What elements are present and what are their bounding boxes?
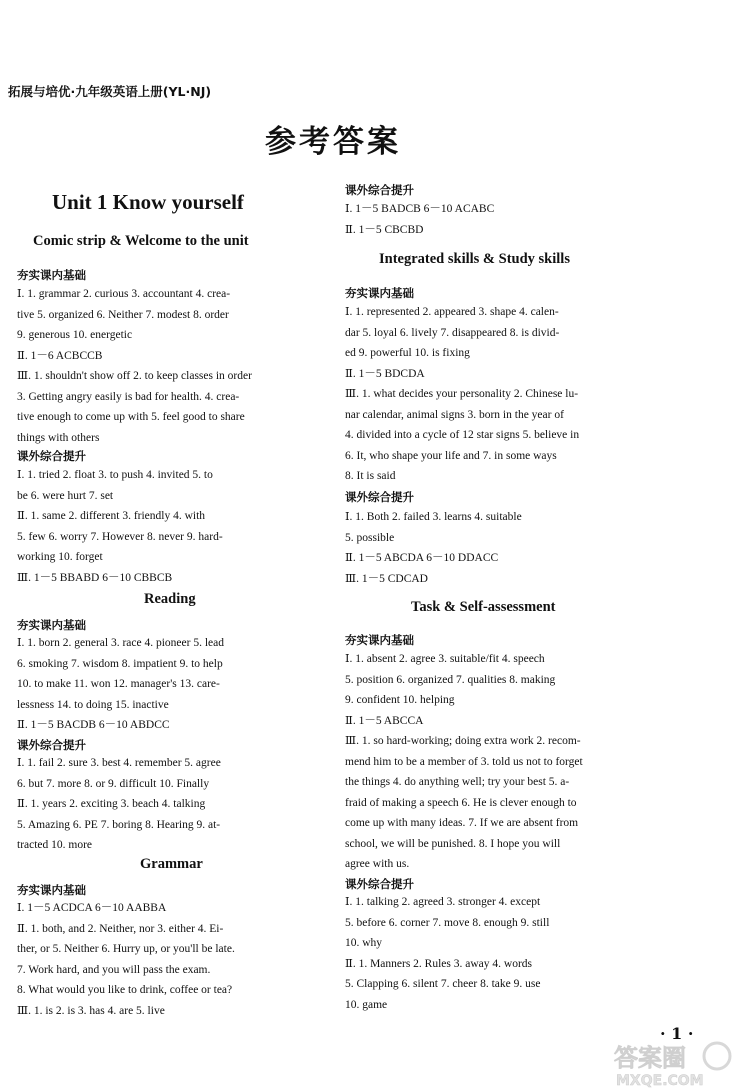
answer-line: the things 4. do anything well; try your best 5. a- <box>345 776 570 788</box>
section-title: Comic strip & Welcome to the unit <box>33 233 249 249</box>
section-title: Integrated skills & Study skills <box>379 251 570 267</box>
answer-line: 5. before 6. corner 7. move 8. enough 9. still <box>345 916 550 929</box>
subsection-label: 课外综合提升 <box>345 183 414 197</box>
watermark-en: MXQE.COM <box>616 1073 704 1088</box>
answer-line: 6. smoking 7. wisdom 8. impatient 9. to help <box>17 657 223 670</box>
page-title: 参考答案 <box>265 124 401 160</box>
watermark-logo <box>612 1040 742 1088</box>
answer-line: 3. Getting angry easily is bad for health. 4. crea- <box>17 390 240 403</box>
answer-line: 6. but 7. more 8. or 9. difficult 10. Finally <box>17 777 210 790</box>
subsection-label: 课外综合提升 <box>345 877 414 891</box>
watermark-cn: 答案圈 <box>614 1044 686 1072</box>
answer-line: Ⅰ. 1. talking 2. agreed 3. stronger 4. except <box>345 896 541 908</box>
answer-line: Ⅱ. 1－5 ABCCA <box>345 714 424 727</box>
answer-line: tive enough to come up with 5. feel good to share <box>17 411 245 423</box>
answer-line: nar calendar, animal signs 3. born in the year of <box>345 408 564 421</box>
subsection-label: 夯实课内基础 <box>345 633 414 647</box>
answer-line: agree with us. <box>345 858 410 870</box>
answer-block <box>17 284 252 448</box>
answer-line: 10. why <box>345 937 383 949</box>
subsection-label: 课外综合提升 <box>17 449 86 463</box>
answer-line: Ⅰ. 1. fail 2. sure 3. best 4. remember 5. agree <box>17 757 221 769</box>
answer-line: Ⅱ. 1. both, and 2. Neither, nor 3. either 4. Ei- <box>17 922 224 935</box>
answer-line: 5. few 6. worry 7. However 8. never 9. hard- <box>17 530 223 543</box>
answer-line: 5. position 6. organized 7. qualities 8. making <box>345 673 556 686</box>
page-number: · 1 · <box>660 1024 694 1043</box>
answer-line: Ⅱ. 1－5 BDCDA <box>345 367 425 380</box>
answer-block <box>17 753 221 856</box>
answer-line: Ⅰ. 1. born 2. general 3. race 4. pioneer 5. lead <box>17 637 224 649</box>
answer-line: tracted 10. more <box>17 839 93 851</box>
answer-line: 9. generous 10. energetic <box>17 329 133 341</box>
watermark-circle-icon <box>704 1043 730 1069</box>
answer-line: Ⅱ. 1－6 ACBCCB <box>17 349 103 362</box>
answer-line: Ⅰ. 1. Both 2. failed 3. learns 4. suitable <box>345 511 522 523</box>
running-header: 拓展与培优·九年级英语上册(YL·NJ) <box>8 84 212 99</box>
answer-line: 6. It, who shape your life and 7. in some ways <box>345 449 557 462</box>
answer-line: dar 5. loyal 6. lively 7. disappeared 8. is divid- <box>345 326 560 339</box>
answer-block <box>17 898 235 1021</box>
answer-block <box>17 465 223 588</box>
answer-line: Ⅱ. 1. Manners 2. Rules 3. away 4. words <box>345 957 532 970</box>
answer-line: school, we will be punished. 8. I hope you will <box>345 837 561 850</box>
answer-line: Ⅰ. 1. grammar 2. curious 3. accountant 4. crea- <box>17 288 231 300</box>
subsection-label: 课外综合提升 <box>17 738 86 752</box>
answer-line: Ⅱ. 1－5 ABCDA 6－10 DDACC <box>345 552 499 564</box>
answer-line: 10. game <box>345 998 388 1011</box>
answer-line: Ⅲ. 1－5 CDCAD <box>345 572 428 585</box>
answer-line: fraid of making a speech 6. He is clever enough to <box>345 796 577 809</box>
answer-line: 5. Clapping 6. silent 7. cheer 8. take 9. use <box>345 978 541 990</box>
answer-line: Ⅱ. 1. years 2. exciting 3. beach 4. talking <box>17 798 206 810</box>
answer-line: 5. possible <box>345 531 395 544</box>
unit-title: Unit 1 Know yourself <box>52 190 244 214</box>
answer-line: 9. confident 10. helping <box>345 694 455 706</box>
answer-line: 5. Amazing 6. PE 7. boring 8. Hearing 9. at- <box>17 818 221 831</box>
answer-line: Ⅱ. 1－5 BACDB 6－10 ABDCC <box>17 719 170 731</box>
answer-block <box>345 649 583 875</box>
answer-line: 4. divided into a cycle of 12 star signs 5. believe in <box>345 429 580 441</box>
answer-block <box>345 302 579 487</box>
answer-line: be 6. were hurt 7. set <box>17 489 114 502</box>
subsection-label: 夯实课内基础 <box>17 618 86 632</box>
answer-line: working 10. forget <box>17 551 103 563</box>
subsection-label: 夯实课内基础 <box>17 268 86 282</box>
answer-line: Ⅱ. 1－5 CBCBD <box>345 223 424 236</box>
answer-line: Ⅰ. 1. represented 2. appeared 3. shape 4. calen- <box>345 306 559 318</box>
section-title: Grammar <box>140 856 203 872</box>
subsection-label: 课外综合提升 <box>345 490 414 504</box>
answer-line: tive 5. organized 6. Neither 7. modest 8. order <box>17 308 229 321</box>
answer-line: Ⅱ. 1. same 2. different 3. friendly 4. with <box>17 510 206 522</box>
answer-line: 7. Work hard, and you will pass the exam. <box>17 963 211 976</box>
answer-line: lessness 14. to doing 15. inactive <box>17 698 169 711</box>
answer-block <box>17 633 224 736</box>
answer-line: 10. to make 11. won 12. manager's 13. care- <box>17 678 220 690</box>
answer-line: ther, or 5. Neither 6. Hurry up, or you'll be late. <box>17 943 235 955</box>
section-title: Task & Self-assessment <box>411 599 556 615</box>
answer-line: things with others <box>17 431 100 444</box>
answer-line: ed 9. powerful 10. is fixing <box>345 347 470 359</box>
subsection-label: 夯实课内基础 <box>345 286 414 300</box>
subsection-label: 夯实课内基础 <box>17 883 86 897</box>
answer-line: Ⅰ. 1. tried 2. float 3. to push 4. invited 5. to <box>17 469 213 481</box>
answer-line: Ⅲ. 1－5 BBABD 6－10 CBBCB <box>17 571 173 584</box>
answer-line: come up with many ideas. 7. If we are absent from <box>345 817 579 829</box>
answer-line: Ⅰ. 1－5 ACDCA 6－10 AABBA <box>17 902 167 914</box>
answer-block <box>345 199 494 240</box>
answer-line: Ⅰ. 1－5 BADCB 6－10 ACABC <box>345 203 495 215</box>
answer-block <box>345 507 522 589</box>
answer-line: Ⅲ. 1. is 2. is 3. has 4. are 5. live <box>17 1004 165 1017</box>
answer-line: mend him to be a member of 3. told us not to forget <box>345 755 583 768</box>
answer-line: Ⅲ. 1. what decides your personality 2. Chinese lu- <box>345 388 579 400</box>
answer-line: Ⅲ. 1. so hard-working; doing extra work 2. recom- <box>345 735 581 747</box>
answer-block <box>345 892 549 1015</box>
answer-line: Ⅲ. 1. shouldn't show off 2. to keep classes in order <box>17 370 252 382</box>
answer-line: Ⅰ. 1. absent 2. agree 3. suitable/fit 4. speech <box>345 653 545 665</box>
section-title: Reading <box>144 591 196 607</box>
answer-line: 8. It is said <box>345 470 396 482</box>
answer-line: 8. What would you like to drink, coffee or tea? <box>17 984 233 996</box>
